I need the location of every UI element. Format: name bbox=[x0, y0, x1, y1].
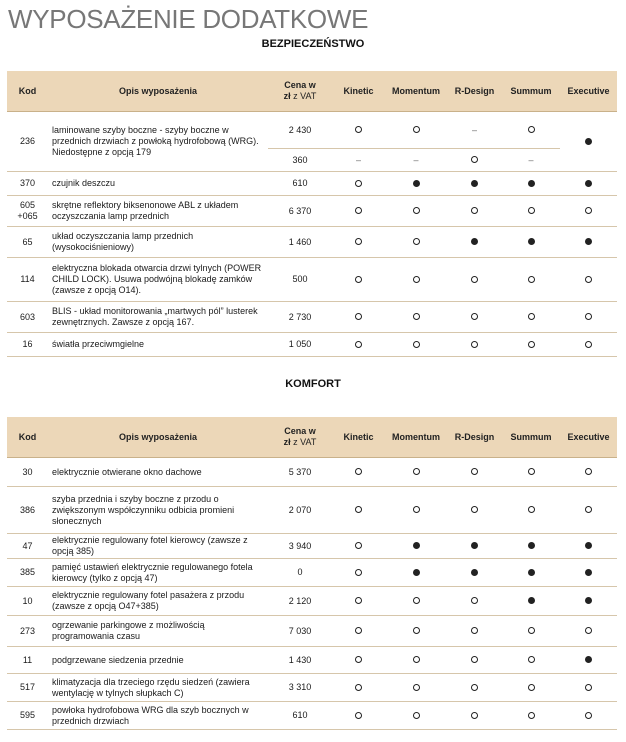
option-price: 610 bbox=[268, 702, 332, 730]
optional-open-circle-icon bbox=[528, 712, 535, 719]
standard-filled-circle-icon bbox=[413, 180, 420, 187]
option-price: 1 460 bbox=[268, 227, 332, 258]
option-price: 3 940 bbox=[268, 534, 332, 559]
option-description: elektrycznie otwierane okno dachowe bbox=[48, 458, 268, 487]
availability-cell bbox=[502, 333, 560, 357]
option-price: 2 120 bbox=[268, 587, 332, 616]
standard-filled-circle-icon bbox=[528, 597, 535, 604]
optional-open-circle-icon bbox=[471, 156, 478, 163]
option-price: 1 050 bbox=[268, 333, 332, 357]
availability-cell bbox=[447, 227, 502, 258]
option-price-variant: 360 bbox=[268, 149, 332, 172]
optional-open-circle-icon bbox=[528, 276, 535, 283]
availability-cell bbox=[332, 302, 385, 333]
availability-cell bbox=[502, 227, 560, 258]
option-description: laminowane szyby boczne - szyby boczne w przednich drzwiach z powłoką hydrofobową (WRG). Niedostępne z opcją 179 bbox=[48, 112, 268, 172]
standard-filled-circle-icon bbox=[585, 180, 592, 187]
option-description: elektrycznie regulowany fotel pasażera z przodu (zawsze z opcją O47+385) bbox=[48, 587, 268, 616]
availability-cell bbox=[385, 258, 447, 302]
section-title-komfort: KOMFORT bbox=[285, 378, 341, 390]
availability-cell bbox=[560, 674, 617, 702]
availability-cell bbox=[560, 172, 617, 196]
option-description: elektrycznie regulowany fotel kierowcy (zawsze z opcją 385) bbox=[48, 534, 268, 559]
availability-cell bbox=[447, 587, 502, 616]
standard-filled-circle-icon bbox=[585, 656, 592, 663]
table-header-row bbox=[7, 417, 617, 458]
standard-filled-circle-icon bbox=[585, 569, 592, 576]
availability-cell bbox=[502, 702, 560, 730]
optional-open-circle-icon bbox=[413, 506, 420, 513]
optional-open-circle-icon bbox=[355, 341, 362, 348]
standard-filled-circle-icon bbox=[528, 180, 535, 187]
optional-open-circle-icon bbox=[585, 468, 592, 475]
availability-cell bbox=[385, 587, 447, 616]
optional-open-circle-icon bbox=[585, 207, 592, 214]
availability-cell bbox=[447, 149, 502, 172]
optional-open-circle-icon bbox=[355, 542, 362, 549]
availability-cell bbox=[447, 534, 502, 559]
optional-open-circle-icon bbox=[528, 207, 535, 214]
availability-cell bbox=[447, 302, 502, 333]
header-rdesign: R-Design bbox=[447, 417, 502, 458]
optional-open-circle-icon bbox=[585, 276, 592, 283]
optional-open-circle-icon bbox=[528, 468, 535, 475]
option-price: 0 bbox=[268, 559, 332, 587]
option-code: 47 bbox=[7, 534, 48, 559]
availability-cell bbox=[502, 647, 560, 674]
availability-cell bbox=[502, 587, 560, 616]
header-cena bbox=[268, 417, 332, 458]
optional-open-circle-icon bbox=[413, 656, 420, 663]
availability-cell bbox=[447, 616, 502, 647]
optional-open-circle-icon bbox=[471, 468, 478, 475]
table-row bbox=[7, 196, 617, 227]
optional-open-circle-icon bbox=[355, 126, 362, 133]
availability-dash: – bbox=[502, 149, 560, 172]
optional-open-circle-icon bbox=[413, 597, 420, 604]
availability-cell bbox=[332, 112, 385, 149]
availability-cell bbox=[332, 674, 385, 702]
optional-open-circle-icon bbox=[355, 180, 362, 187]
header-cena-unit: zł bbox=[283, 91, 291, 101]
availability-cell bbox=[332, 487, 385, 534]
table-row bbox=[7, 534, 617, 559]
optional-open-circle-icon bbox=[585, 684, 592, 691]
equipment-table-bezpieczenstwo bbox=[7, 71, 617, 357]
option-price: 610 bbox=[268, 172, 332, 196]
table-row bbox=[7, 487, 617, 534]
option-description: skrętne reflektory biksenonowe ABL z układem oczyszczania lamp przednich bbox=[48, 196, 268, 227]
standard-filled-circle-icon bbox=[528, 238, 535, 245]
table-row bbox=[7, 302, 617, 333]
availability-dash: – bbox=[385, 149, 447, 172]
availability-cell bbox=[502, 487, 560, 534]
optional-open-circle-icon bbox=[471, 341, 478, 348]
option-price: 5 370 bbox=[268, 458, 332, 487]
availability-cell bbox=[560, 534, 617, 559]
option-code: 386 bbox=[7, 487, 48, 534]
availability-cell bbox=[332, 587, 385, 616]
table-row bbox=[7, 458, 617, 487]
optional-open-circle-icon bbox=[413, 313, 420, 320]
optional-open-circle-icon bbox=[528, 656, 535, 663]
availability-cell bbox=[332, 534, 385, 559]
optional-open-circle-icon bbox=[585, 712, 592, 719]
option-code: 65 bbox=[7, 227, 48, 258]
optional-open-circle-icon bbox=[585, 341, 592, 348]
availability-cell bbox=[560, 559, 617, 587]
optional-open-circle-icon bbox=[471, 506, 478, 513]
optional-open-circle-icon bbox=[528, 313, 535, 320]
availability-cell bbox=[560, 616, 617, 647]
availability-cell bbox=[385, 616, 447, 647]
option-price: 1 430 bbox=[268, 647, 332, 674]
availability-cell bbox=[332, 196, 385, 227]
availability-cell bbox=[385, 674, 447, 702]
option-description: pamięć ustawień elektrycznie regulowanego fotela kierowcy (tylko z opcją 47) bbox=[48, 559, 268, 587]
availability-cell bbox=[332, 227, 385, 258]
availability-cell bbox=[447, 196, 502, 227]
option-description: klimatyzacja dla trzeciego rzędu siedzeń (zawiera wentylację w tylnych słupkach C) bbox=[48, 674, 268, 702]
standard-filled-circle-icon bbox=[585, 138, 592, 145]
table-row bbox=[7, 674, 617, 702]
availability-dash: – bbox=[447, 112, 502, 149]
optional-open-circle-icon bbox=[471, 313, 478, 320]
availability-cell bbox=[385, 196, 447, 227]
option-code: 385 bbox=[7, 559, 48, 587]
standard-filled-circle-icon bbox=[585, 542, 592, 549]
header-opis: Opis wyposażenia bbox=[48, 417, 268, 458]
header-cena-line1: Cena w bbox=[284, 80, 316, 90]
header-executive: Executive bbox=[560, 417, 617, 458]
standard-filled-circle-icon bbox=[413, 569, 420, 576]
standard-filled-circle-icon bbox=[471, 180, 478, 187]
availability-cell bbox=[385, 458, 447, 487]
optional-open-circle-icon bbox=[355, 207, 362, 214]
header-cena bbox=[268, 71, 332, 112]
availability-cell bbox=[447, 258, 502, 302]
availability-cell bbox=[447, 458, 502, 487]
availability-cell bbox=[447, 333, 502, 357]
optional-open-circle-icon bbox=[413, 627, 420, 634]
availability-cell bbox=[560, 487, 617, 534]
option-description: ogrzewanie parkingowe z możliwością programowania czasu bbox=[48, 616, 268, 647]
availability-cell bbox=[385, 302, 447, 333]
availability-cell bbox=[502, 258, 560, 302]
option-description: powłoka hydrofobowa WRG dla szyb bocznych w przednich drzwiach bbox=[48, 702, 268, 730]
availability-cell bbox=[560, 702, 617, 730]
availability-cell bbox=[385, 112, 447, 149]
standard-filled-circle-icon bbox=[528, 569, 535, 576]
standard-filled-circle-icon bbox=[585, 597, 592, 604]
option-code: 11 bbox=[7, 647, 48, 674]
option-code: 517 bbox=[7, 674, 48, 702]
option-price: 7 030 bbox=[268, 616, 332, 647]
option-price: 500 bbox=[268, 258, 332, 302]
option-description: układ oczyszczania lamp przednich (wysokociśnieniowy) bbox=[48, 227, 268, 258]
availability-cell bbox=[560, 227, 617, 258]
availability-cell bbox=[560, 333, 617, 357]
option-code: 595 bbox=[7, 702, 48, 730]
availability-cell bbox=[385, 702, 447, 730]
optional-open-circle-icon bbox=[355, 684, 362, 691]
availability-cell bbox=[385, 487, 447, 534]
optional-open-circle-icon bbox=[413, 341, 420, 348]
availability-cell bbox=[502, 196, 560, 227]
availability-cell bbox=[502, 172, 560, 196]
table-row bbox=[7, 333, 617, 357]
optional-open-circle-icon bbox=[355, 656, 362, 663]
option-description: elektryczna blokada otwarcia drzwi tylnych (POWER CHILD LOCK). Usuwa podwójną blokadę zamków (zawsze z opcją O14). bbox=[48, 258, 268, 302]
header-kinetic: Kinetic bbox=[332, 71, 385, 112]
table-row bbox=[7, 258, 617, 302]
standard-filled-circle-icon bbox=[528, 542, 535, 549]
option-code: 30 bbox=[7, 458, 48, 487]
availability-cell bbox=[332, 702, 385, 730]
option-code: 370 bbox=[7, 172, 48, 196]
availability-cell bbox=[560, 458, 617, 487]
standard-filled-circle-icon bbox=[471, 238, 478, 245]
standard-filled-circle-icon bbox=[471, 542, 478, 549]
optional-open-circle-icon bbox=[355, 238, 362, 245]
optional-open-circle-icon bbox=[471, 712, 478, 719]
availability-cell bbox=[560, 647, 617, 674]
availability-cell bbox=[502, 674, 560, 702]
availability-cell bbox=[502, 112, 560, 149]
header-summum: Summum bbox=[502, 417, 560, 458]
option-code: 603 bbox=[7, 302, 48, 333]
optional-open-circle-icon bbox=[528, 627, 535, 634]
optional-open-circle-icon bbox=[471, 597, 478, 604]
option-code: 10 bbox=[7, 587, 48, 616]
option-code: 16 bbox=[7, 333, 48, 357]
optional-open-circle-icon bbox=[413, 712, 420, 719]
optional-open-circle-icon bbox=[471, 656, 478, 663]
equipment-table-komfort bbox=[7, 417, 617, 730]
availability-cell bbox=[332, 458, 385, 487]
availability-cell bbox=[502, 616, 560, 647]
table-row bbox=[7, 616, 617, 647]
optional-open-circle-icon bbox=[413, 684, 420, 691]
option-code: 236 bbox=[7, 112, 48, 172]
availability-cell bbox=[502, 458, 560, 487]
availability-cell bbox=[332, 616, 385, 647]
table-row bbox=[7, 227, 617, 258]
option-price: 2 730 bbox=[268, 302, 332, 333]
header-cena-line1: Cena w bbox=[284, 426, 316, 436]
optional-open-circle-icon bbox=[355, 597, 362, 604]
table-row bbox=[7, 702, 617, 730]
option-description: czujnik deszczu bbox=[48, 172, 268, 196]
table-row bbox=[7, 647, 617, 674]
availability-cell bbox=[502, 534, 560, 559]
availability-cell bbox=[447, 487, 502, 534]
availability-cell bbox=[332, 333, 385, 357]
standard-filled-circle-icon bbox=[413, 542, 420, 549]
optional-open-circle-icon bbox=[355, 506, 362, 513]
availability-cell bbox=[385, 534, 447, 559]
option-price: 2 430 bbox=[268, 112, 332, 149]
optional-open-circle-icon bbox=[471, 684, 478, 691]
availability-cell bbox=[385, 227, 447, 258]
header-kod: Kod bbox=[7, 417, 48, 458]
optional-open-circle-icon bbox=[355, 276, 362, 283]
optional-open-circle-icon bbox=[471, 207, 478, 214]
optional-open-circle-icon bbox=[355, 313, 362, 320]
header-executive: Executive bbox=[560, 71, 617, 112]
optional-open-circle-icon bbox=[413, 276, 420, 283]
header-kinetic: Kinetic bbox=[332, 417, 385, 458]
availability-cell bbox=[332, 258, 385, 302]
header-kod: Kod bbox=[7, 71, 48, 112]
option-price: 3 310 bbox=[268, 674, 332, 702]
optional-open-circle-icon bbox=[528, 506, 535, 513]
availability-cell bbox=[385, 172, 447, 196]
option-description: BLIS - układ monitorowania „martwych pól” lusterek zewnętrznych. Zawsze z opcją 167. bbox=[48, 302, 268, 333]
availability-cell bbox=[332, 647, 385, 674]
header-rdesign: R-Design bbox=[447, 71, 502, 112]
header-cena-vat: z VAT bbox=[290, 91, 317, 101]
optional-open-circle-icon bbox=[413, 468, 420, 475]
availability-cell bbox=[560, 112, 617, 172]
option-code: 273 bbox=[7, 616, 48, 647]
header-momentum: Momentum bbox=[385, 417, 447, 458]
header-opis: Opis wyposażenia bbox=[48, 71, 268, 112]
option-price: 6 370 bbox=[268, 196, 332, 227]
availability-cell bbox=[447, 674, 502, 702]
optional-open-circle-icon bbox=[528, 684, 535, 691]
availability-cell bbox=[502, 302, 560, 333]
optional-open-circle-icon bbox=[528, 126, 535, 133]
header-momentum: Momentum bbox=[385, 71, 447, 112]
option-description: podgrzewane siedzenia przednie bbox=[48, 647, 268, 674]
optional-open-circle-icon bbox=[471, 276, 478, 283]
availability-cell bbox=[385, 647, 447, 674]
option-description: szyba przednia i szyby boczne z przodu o zwiększonym współczynniku odbicia promieni słonecznych bbox=[48, 487, 268, 534]
optional-open-circle-icon bbox=[413, 238, 420, 245]
availability-cell bbox=[332, 559, 385, 587]
optional-open-circle-icon bbox=[355, 712, 362, 719]
table-row bbox=[7, 172, 617, 196]
header-summum: Summum bbox=[502, 71, 560, 112]
standard-filled-circle-icon bbox=[585, 238, 592, 245]
table-row bbox=[7, 587, 617, 616]
table-header-row bbox=[7, 71, 617, 112]
optional-open-circle-icon bbox=[585, 627, 592, 634]
option-code: 114 bbox=[7, 258, 48, 302]
optional-open-circle-icon bbox=[528, 341, 535, 348]
optional-open-circle-icon bbox=[471, 627, 478, 634]
optional-open-circle-icon bbox=[413, 126, 420, 133]
availability-cell bbox=[560, 196, 617, 227]
optional-open-circle-icon bbox=[585, 313, 592, 320]
availability-cell bbox=[502, 559, 560, 587]
section-title-bezpieczenstwo: BEZPIECZEŃSTWO bbox=[261, 38, 365, 50]
table-row bbox=[7, 112, 617, 149]
option-description: światła przeciwmgielne bbox=[48, 333, 268, 357]
availability-cell bbox=[560, 258, 617, 302]
option-code: 605 +065 bbox=[7, 196, 48, 227]
availability-cell bbox=[560, 302, 617, 333]
availability-cell bbox=[385, 559, 447, 587]
header-cena-unit: zł bbox=[283, 437, 291, 447]
option-price: 2 070 bbox=[268, 487, 332, 534]
standard-filled-circle-icon bbox=[471, 569, 478, 576]
availability-dash: – bbox=[332, 149, 385, 172]
availability-cell bbox=[447, 702, 502, 730]
availability-cell bbox=[447, 647, 502, 674]
optional-open-circle-icon bbox=[355, 569, 362, 576]
availability-cell bbox=[447, 559, 502, 587]
availability-cell bbox=[332, 172, 385, 196]
header-cena-vat: z VAT bbox=[290, 437, 317, 447]
availability-cell bbox=[447, 172, 502, 196]
optional-open-circle-icon bbox=[413, 207, 420, 214]
availability-cell bbox=[560, 587, 617, 616]
table-row bbox=[7, 559, 617, 587]
optional-open-circle-icon bbox=[585, 506, 592, 513]
page-title: WYPOSAŻENIE DODATKOWE bbox=[8, 4, 369, 34]
optional-open-circle-icon bbox=[355, 627, 362, 634]
availability-cell bbox=[385, 333, 447, 357]
optional-open-circle-icon bbox=[355, 468, 362, 475]
